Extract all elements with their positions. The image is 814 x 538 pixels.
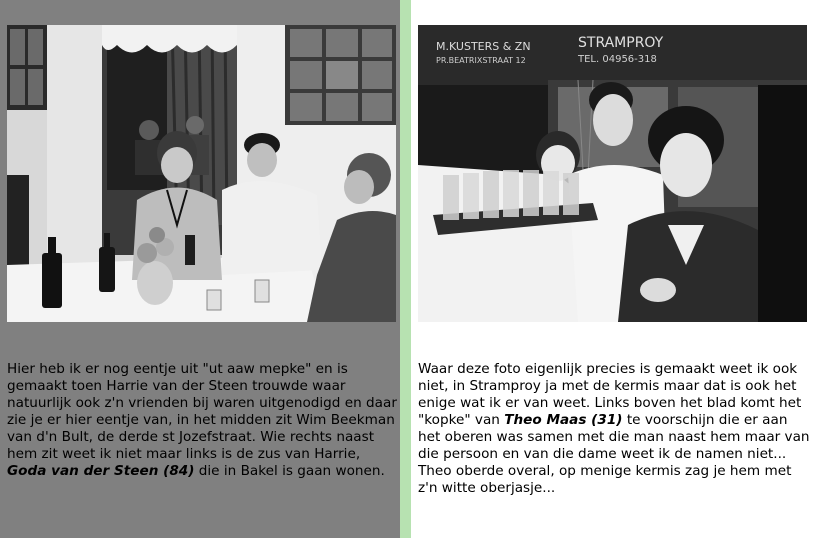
right-panel	[411, 0, 814, 538]
left-caption-text-after: die in Bakel is gaan wonen.	[194, 463, 385, 479]
wedding-photo-image	[7, 25, 396, 322]
shop-name-sign: M.KUSTERS & ZN	[436, 40, 531, 53]
left-caption-text-before: Hier heb ik er nog eentje uit "ut aaw mepke" en is gemaakt toen Harrie van der Steen trouwde waar natuurlijk ook z'n vrienden bij waren uitgenodigd en daar zie je er hier eentje van, in het midden zit Wim Beekman van d'n Bult, de derde st Jozefstraat. Wie rechts naast hem zit weet ik niet maar links is de zus van Harrie,	[7, 361, 397, 462]
panel-divider	[400, 0, 411, 538]
left-caption	[7, 361, 399, 480]
right-caption-text-after: te voorschijn die er aan het oberen was samen met die man naast hem maar van die persoon en van die dame weet ik de namen niet... Theo oberde overal, op menige kermis zag je hem met z'n witte oberjasje...	[418, 412, 810, 496]
right-caption-highlight-name: Theo Maas (31)	[504, 412, 623, 428]
phone-sign: TEL. 04956-318	[578, 54, 657, 65]
right-caption-text-before: Waar deze foto eigenlijk precies is gemaakt weet ik ook niet, in Stramproy ja met de kermis maar dat is ook het enige wat ik er van weet. Links boven het blad komt het "kopke" van	[418, 361, 802, 428]
wedding-photo	[7, 25, 396, 322]
right-caption	[418, 361, 810, 497]
left-panel	[0, 0, 400, 538]
kermis-photo	[418, 25, 807, 322]
town-sign: STRAMPROY	[578, 35, 664, 51]
shop-street-sign: PR.BEATRIXSTRAAT 12	[436, 56, 526, 65]
left-caption-highlight-name: Goda van der Steen (84)	[7, 463, 195, 479]
kermis-photo-image	[418, 25, 807, 322]
